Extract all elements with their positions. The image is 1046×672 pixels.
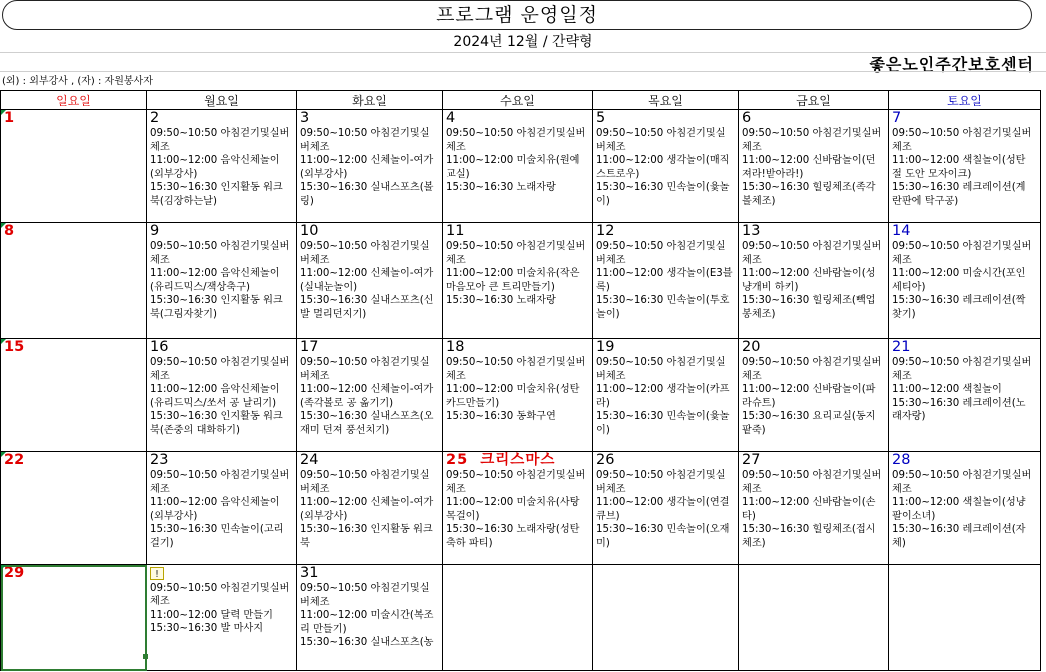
activity-line: 교실) bbox=[446, 168, 470, 180]
weekday-header-sun[interactable]: 일요일 bbox=[1, 91, 147, 110]
activity-line: 봉체조) bbox=[742, 308, 776, 320]
day-number: 13 bbox=[742, 223, 761, 239]
day-cell[interactable] bbox=[889, 339, 1041, 452]
activity-line: 09:50~10:50 아침걷기및실 bbox=[596, 357, 726, 368]
holiday-label: 크리스마스 bbox=[480, 452, 556, 468]
activity-line: 체조 bbox=[742, 141, 762, 153]
activity-line: 15:30~16:30 노래자랑 bbox=[446, 182, 556, 193]
activity-line: 11:00~12:00 신바람놀이(성 bbox=[742, 268, 876, 279]
activity-line: 15:30~16:30 레크레이션(노 bbox=[892, 397, 1026, 409]
activity-line: 09:50~10:50 아침걷기및실버 bbox=[892, 241, 1032, 252]
activity-line: 체조 bbox=[446, 254, 466, 266]
day-cell[interactable] bbox=[889, 223, 1041, 339]
activity-line: 11:00~12:00 음악신체놀이 bbox=[150, 155, 280, 166]
warning-diamond-icon[interactable]: ! bbox=[150, 567, 164, 580]
day-cell[interactable] bbox=[889, 452, 1041, 565]
activity-line: 15:30~16:30 민속놀이(투호 bbox=[596, 295, 730, 306]
activity-line: 11:00~12:00 신체놀이-여가 bbox=[300, 268, 434, 279]
activity-line: 15:30~16:30 레크레이션(계 bbox=[892, 182, 1026, 193]
day-number: 15 bbox=[4, 339, 25, 355]
day-cell[interactable] bbox=[1, 339, 147, 452]
day-cell[interactable] bbox=[297, 223, 443, 339]
spacer bbox=[468, 452, 480, 468]
center-name: 좋은노인주간보호센터 bbox=[869, 55, 1034, 74]
activity-line: 15:30~16:30 힐링체조(접시 bbox=[742, 524, 876, 535]
activity-line: 목걸이) bbox=[446, 510, 480, 522]
weekday-header-tue[interactable]: 화요일 bbox=[297, 91, 443, 110]
activity-line: 11:00~12:00 신체놀이-여가 bbox=[300, 384, 434, 395]
activity-line: 체조 bbox=[150, 254, 170, 266]
activity-line: 버체조 bbox=[300, 596, 330, 608]
activity-line: 11:00~12:00 음악신체놀이 bbox=[150, 384, 280, 395]
activity-line: 체조 bbox=[150, 596, 170, 607]
activity-line: 체조 bbox=[446, 141, 466, 153]
activity-line: 15:30~16:30 인지활동 워크 bbox=[150, 411, 283, 422]
day-number bbox=[446, 452, 555, 468]
activity-line: 11:00~12:00 신바람놀이(파 bbox=[742, 384, 876, 395]
activity-line: 북(존중의 대화하기) bbox=[150, 424, 240, 436]
activity-line: 찾기) bbox=[892, 308, 916, 320]
activity-line: 버체조 bbox=[596, 370, 626, 382]
day-number: 24 bbox=[300, 452, 319, 468]
activity-line: 15:30~16:30 실내스포츠(농 bbox=[300, 637, 434, 648]
weekday-header-row bbox=[1, 91, 1041, 110]
activity-line: (외부강사) bbox=[150, 168, 198, 180]
weekday-header-fri[interactable]: 금요일 bbox=[739, 91, 889, 110]
activity-line: 져라!받아라!) bbox=[742, 168, 804, 180]
legend-note: (외) : 외부강사 , (자) : 자원봉사자 bbox=[2, 76, 153, 87]
day-cell[interactable] bbox=[593, 452, 739, 565]
activity-line: 큐브) bbox=[596, 510, 620, 522]
activity-line: 축하 파티) bbox=[446, 537, 493, 549]
activity-line: (외부강사) bbox=[150, 510, 198, 522]
activity-line: 체조 bbox=[742, 254, 762, 266]
activity-line: 11:00~12:00 미술치유(작은 bbox=[446, 268, 580, 279]
day-number: 22 bbox=[4, 452, 25, 468]
activity-line: 재미 던져 풍선치기) bbox=[300, 424, 390, 436]
week-row bbox=[1, 339, 1041, 452]
activity-line: 체조) bbox=[742, 537, 766, 549]
activity-line: 스트로우) bbox=[596, 168, 640, 180]
day-cell[interactable] bbox=[297, 110, 443, 223]
activity-line: 11:00~12:00 신바람놀이(던 bbox=[742, 155, 876, 166]
page-subtitle: 2024년 12월 / 간략형 bbox=[453, 34, 593, 50]
day-number: 10 bbox=[300, 223, 319, 239]
activity-line: 체) bbox=[892, 537, 906, 549]
day-number: 6 bbox=[742, 110, 752, 126]
comment-indicator-icon bbox=[1, 339, 6, 344]
activity-line: (유리드믹스/잭상축구) bbox=[150, 281, 250, 293]
activity-line: (외부강사) bbox=[300, 168, 348, 180]
day-number: 21 bbox=[892, 339, 911, 355]
comment-indicator-icon bbox=[1, 110, 6, 115]
day-number: 9 bbox=[150, 223, 160, 239]
activity-line: 11:00~12:00 신체놀이-여가 bbox=[300, 497, 434, 508]
day-cell[interactable] bbox=[739, 339, 889, 452]
day-number: 14 bbox=[892, 223, 911, 239]
activity-line: 09:50~10:50 아침걷기및실버 bbox=[150, 241, 290, 252]
day-number: 23 bbox=[150, 452, 169, 468]
activity-line: 09:50~10:50 아침걷기및실 bbox=[596, 241, 726, 252]
day-cell[interactable] bbox=[739, 223, 889, 339]
activity-line: 11:00~12:00 미술치유(사탕 bbox=[446, 497, 580, 508]
day-heading bbox=[446, 452, 592, 469]
activity-line: 09:50~10:50 아침걷기및실버 bbox=[892, 357, 1032, 368]
activity-line: 버체조 bbox=[596, 254, 626, 266]
activity-line: 11:00~12:00 미술시간(포인 bbox=[892, 268, 1026, 279]
activity-line: 냥개비 하키) bbox=[742, 281, 799, 293]
activity-line: 북(김장하는날) bbox=[150, 195, 217, 207]
activity-line: 11:00~12:00 음악신체놀이 bbox=[150, 497, 280, 508]
week-row bbox=[1, 110, 1041, 223]
day-cell[interactable] bbox=[443, 110, 593, 223]
activity-line: 09:50~10:50 아침걷기및실 bbox=[300, 241, 430, 252]
activity-line: 록) bbox=[596, 281, 610, 293]
activity-line: 11:00~12:00 생각놀이(카프 bbox=[596, 384, 730, 395]
activity-line: 링) bbox=[300, 195, 314, 207]
activity-line: 09:50~10:50 아침걷기및실버 bbox=[446, 241, 586, 252]
activity-line: 09:50~10:50 아침걷기및실버 bbox=[446, 357, 586, 368]
activity-line: 09:50~10:50 아침걷기및실버 bbox=[742, 357, 882, 368]
day-cell[interactable] bbox=[739, 110, 889, 223]
activity-line: 09:50~10:50 아침걷기및실 bbox=[596, 128, 726, 139]
activity-line: 09:50~10:50 아침걷기및실버 bbox=[150, 357, 290, 368]
activity-line: 11:00~12:00 생각놀이(매직 bbox=[596, 155, 730, 166]
day-cell[interactable] bbox=[593, 110, 739, 223]
activity-line: 15:30~16:30 실내스포츠(오 bbox=[300, 411, 434, 422]
activity-line: (실내눈놀이) bbox=[300, 281, 358, 293]
activity-line: 마음모아 큰 트리만들기) bbox=[446, 281, 555, 293]
activity-line: 09:50~10:50 아침걷기및실버 bbox=[150, 470, 290, 481]
activity-line: 라슈트) bbox=[742, 397, 776, 409]
activity-line: 버체조 bbox=[300, 141, 330, 153]
activity-line: 체조 bbox=[892, 483, 912, 495]
day-cell[interactable] bbox=[1, 565, 147, 671]
activity-line: 11:00~12:00 미술치유(원예 bbox=[446, 155, 580, 166]
fill-handle[interactable] bbox=[143, 654, 148, 659]
activity-line: 북 bbox=[300, 537, 310, 549]
activity-line: 15:30~16:30 발 마사지 bbox=[150, 623, 264, 634]
activity-line: 타) bbox=[742, 510, 756, 522]
activity-line: 15:30~16:30 민속놀이(윷놀 bbox=[596, 411, 730, 422]
day-cell[interactable] bbox=[593, 223, 739, 339]
day-cell[interactable] bbox=[739, 565, 889, 671]
divider bbox=[0, 71, 1046, 72]
day-number: 7 bbox=[892, 110, 902, 126]
activity-line: 팔이소녀) bbox=[892, 510, 936, 522]
day-cell[interactable] bbox=[593, 339, 739, 452]
day-cell[interactable] bbox=[147, 339, 297, 452]
day-cell[interactable] bbox=[443, 339, 593, 452]
activity-line: 북(그림자찾기) bbox=[150, 308, 217, 320]
activity-line: 15:30~16:30 레크레이션(자 bbox=[892, 524, 1026, 535]
activity-line: 15:30~16:30 민속놀이(오재 bbox=[596, 524, 730, 535]
day-number: 5 bbox=[596, 110, 606, 126]
activity-line: 11:00~12:00 생각놀이(연결 bbox=[596, 497, 730, 508]
day-cell[interactable] bbox=[147, 223, 297, 339]
day-cell[interactable] bbox=[739, 452, 889, 565]
day-number: 19 bbox=[596, 339, 615, 355]
activity-line: 09:50~10:50 아침걷기및실버 bbox=[742, 128, 882, 139]
activity-line: 걸기) bbox=[150, 537, 174, 549]
activity-line: 15:30~16:30 레크레이션(짝 bbox=[892, 295, 1026, 306]
activity-line: 15:30~16:30 힐링체조(빽업 bbox=[742, 295, 876, 306]
activity-line: 11:00~12:00 신체놀이-여가 bbox=[300, 155, 434, 166]
day-number: 4 bbox=[446, 110, 456, 126]
activity-line: 15:30~16:30 인지활동 워크 bbox=[300, 524, 433, 535]
activity-line: 이) bbox=[596, 424, 610, 436]
activity-line: 15:30~16:30 노래자랑(성탄 bbox=[446, 524, 580, 535]
activity-line: 체조 bbox=[150, 141, 170, 153]
day-cell[interactable] bbox=[297, 339, 443, 452]
activity-line: 09:50~10:50 아침걷기및실버 bbox=[892, 470, 1032, 481]
weekday-header-thu[interactable]: 목요일 bbox=[593, 91, 739, 110]
activity-line: 체조 bbox=[150, 370, 170, 382]
day-number: 27 bbox=[742, 452, 761, 468]
activity-line: 09:50~10:50 아침걷기및실버 bbox=[892, 128, 1032, 139]
activity-line: 09:50~10:50 아침걷기및실 bbox=[300, 357, 430, 368]
activity-line: 15:30~16:30 노래자랑 bbox=[446, 295, 556, 306]
day-cell[interactable] bbox=[147, 452, 297, 565]
day-number: 12 bbox=[596, 223, 615, 239]
activity-line: 볼체조) bbox=[742, 195, 776, 207]
activity-line: 란판에 탁구공) bbox=[892, 195, 959, 207]
day-number: 20 bbox=[742, 339, 761, 355]
activity-line: 래자랑) bbox=[892, 411, 926, 422]
activity-line: 카드만들기) bbox=[446, 397, 500, 409]
activity-line: 15:30~16:30 인지활동 워크 bbox=[150, 295, 283, 306]
activity-line: 09:50~10:50 아침걷기및실 bbox=[596, 470, 726, 481]
activity-line: 11:00~12:00 생각놀이(E3블 bbox=[596, 268, 733, 279]
activity-line: 이) bbox=[596, 195, 610, 207]
activity-line: 15:30~16:30 실내스포츠(볼 bbox=[300, 182, 434, 193]
activity-line: 체조 bbox=[892, 141, 912, 153]
activity-line: 체조 bbox=[892, 254, 912, 266]
comment-indicator-icon bbox=[1, 565, 6, 570]
day-number: 29 bbox=[4, 565, 25, 581]
day-cell[interactable] bbox=[889, 565, 1041, 671]
activity-line: 세티아) bbox=[892, 281, 926, 293]
weekday-header-mon[interactable]: 월요일 bbox=[147, 91, 297, 110]
activity-line: 절 도안 모자이크) bbox=[892, 168, 972, 180]
activity-line: 체조 bbox=[742, 483, 762, 495]
page-title: 프로그램 운영일정 bbox=[2, 0, 1032, 30]
activity-line: 09:50~10:50 아침걷기및실 bbox=[300, 583, 430, 594]
day-cell[interactable] bbox=[297, 565, 443, 671]
activity-line: 09:50~10:50 아침걷기및실버 bbox=[150, 582, 290, 594]
day-cell[interactable] bbox=[889, 110, 1041, 223]
activity-line: 15:30~16:30 민속놀이(윷놀 bbox=[596, 182, 730, 193]
activity-line: 15:30~16:30 요리교실(동지 bbox=[742, 411, 876, 422]
day-cell[interactable] bbox=[297, 452, 443, 565]
activity-line: 놀이) bbox=[596, 308, 620, 320]
activity-line: 11:00~12:00 색칠놀이(성탄 bbox=[892, 155, 1026, 166]
day-number: 3 bbox=[300, 110, 310, 126]
day-number: 1 bbox=[4, 110, 15, 126]
activity-line: 11:00~12:00 미술치유(성탄 bbox=[446, 384, 580, 395]
day-number: 28 bbox=[892, 452, 911, 468]
activity-line: 발 멀리던지기) bbox=[300, 308, 367, 320]
activity-line: 리 만들기) bbox=[300, 623, 347, 635]
activity-line: 버체조 bbox=[300, 254, 330, 266]
weekday-header-sat[interactable]: 토요일 bbox=[889, 91, 1041, 110]
activity-line: 11:00~12:00 미술시간(복조 bbox=[300, 610, 434, 621]
activity-line: 15:30~16:30 인지활동 워크 bbox=[150, 182, 283, 193]
day-cell[interactable] bbox=[1, 110, 147, 223]
day-number: 17 bbox=[300, 339, 319, 355]
day-cell[interactable] bbox=[443, 565, 593, 671]
day-number: 11 bbox=[446, 223, 465, 239]
day-cell[interactable] bbox=[443, 452, 593, 565]
activity-line: 체조 bbox=[150, 483, 170, 495]
day-number: 16 bbox=[150, 339, 169, 355]
activity-line: 11:00~12:00 색칠놀이 bbox=[892, 384, 1002, 395]
comment-indicator-icon bbox=[1, 223, 6, 228]
activity-line: 버체조 bbox=[300, 370, 330, 382]
activity-line: 15:30~16:30 동화구연 bbox=[446, 411, 556, 422]
activity-line: 09:50~10:50 아침걷기및실 bbox=[300, 128, 430, 139]
day-number: 8 bbox=[4, 223, 15, 239]
activity-line: (유리드믹스/쏘서 공 날리기) bbox=[150, 397, 277, 409]
activity-line: 09:50~10:50 아침걷기및실버 bbox=[742, 470, 882, 481]
day-cell[interactable] bbox=[443, 223, 593, 339]
activity-line: 15:30~16:30 힐링체조(족각 bbox=[742, 182, 876, 193]
activity-line: (족각볼로 공 옮기기) bbox=[300, 397, 394, 409]
day-cell[interactable] bbox=[593, 565, 739, 671]
activity-line: 09:50~10:50 아침걷기및실 bbox=[300, 470, 430, 481]
week-row bbox=[1, 565, 1041, 671]
week-row bbox=[1, 223, 1041, 339]
activity-line: 체조 bbox=[892, 370, 912, 382]
activity-line: 09:50~10:50 아침걷기및실버 bbox=[446, 128, 586, 139]
activity-line: 11:00~12:00 달력 만들기 bbox=[150, 609, 273, 621]
activity-line: 체조 bbox=[742, 370, 762, 382]
activity-line: 09:50~10:50 아침걷기및실버 bbox=[446, 470, 586, 481]
activity-line: 11:00~12:00 신바람놀이(손 bbox=[742, 497, 876, 508]
day-cell[interactable] bbox=[1, 223, 147, 339]
day-cell[interactable] bbox=[147, 110, 297, 223]
day-number: 18 bbox=[446, 339, 465, 355]
activity-line: 버체조 bbox=[596, 141, 626, 153]
day-number: 26 bbox=[596, 452, 615, 468]
activity-line: 15:30~16:30 민속놀이(고리 bbox=[150, 524, 284, 535]
day-cell[interactable] bbox=[1, 452, 147, 565]
activity-line: 15:30~16:30 실내스포츠(신 bbox=[300, 295, 434, 306]
activity-line: 팥죽) bbox=[742, 424, 766, 436]
activity-line: 11:00~12:00 음악신체놀이 bbox=[150, 268, 280, 279]
weekday-header-wed[interactable]: 수요일 bbox=[443, 91, 593, 110]
day-cell[interactable] bbox=[147, 565, 297, 671]
comment-indicator-icon bbox=[1, 452, 6, 457]
activity-line: 라) bbox=[596, 397, 610, 409]
calendar-grid bbox=[0, 90, 1041, 671]
day-number: 2 bbox=[150, 110, 160, 126]
activity-line: 체조 bbox=[446, 370, 466, 382]
activity-line: 09:50~10:50 아침걷기및실버 bbox=[150, 128, 290, 139]
activity-line: 버체조 bbox=[300, 483, 330, 495]
activity-line: 09:50~10:50 아침걷기및실버 bbox=[742, 241, 882, 252]
activity-line: 11:00~12:00 색칠놀이(성냥 bbox=[892, 497, 1026, 508]
week-row bbox=[1, 452, 1041, 565]
day-number-value: 25 bbox=[446, 452, 469, 468]
activity-line: 미) bbox=[596, 537, 610, 549]
activity-line: 체조 bbox=[446, 483, 466, 495]
day-number: 31 bbox=[300, 565, 319, 581]
activity-line: 버체조 bbox=[596, 483, 626, 495]
activity-line: (외부강사) bbox=[300, 510, 348, 522]
